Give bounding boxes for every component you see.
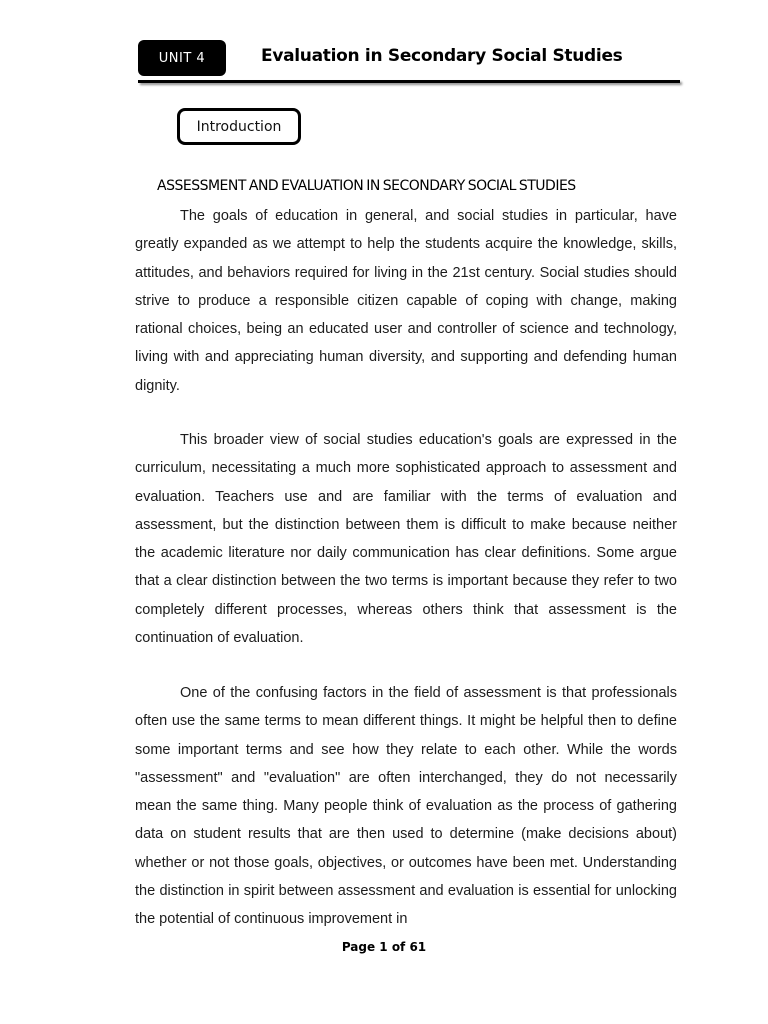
section-heading: ASSESSMENT AND EVALUATION IN SECONDARY SOCIAL STUDIES [157,178,576,194]
page-number: Page 1 of 61 [341,940,427,954]
introduction-label: Introduction [196,118,282,135]
paragraph-3: One of the confusing factors in the field of assessment is that professionals often use the same terms to mean different things. It might be helpful then to define some important terms and see how they relate to each other. While the words "assessment" and "evaluation" are often interchanged, they do not necessarily mean the same thing. Many people think of evaluation as the process of gathering data on student results that are then used to determine (make decisions about) whether or not those goals, objectives, or outcomes have been met. Understanding the distinction in spirit between assessment and evaluation is essential for unlocking the potential of continuous improvement in [135,685,677,928]
paragraph-1: The goals of education in general, and social studies in particular, have greatly expanded as we attempt to help the students acquire the knowledge, skills, attitudes, and behaviors required for living in the 21st century. Social studies should strive to produce a responsible citizen capable of coping with change, making rational choices, being an educated user and controller of science and technology, living with and appreciating human diversity, and supporting and defending human dignity. [135,208,677,394]
page-title: Evaluation in Secondary Social Studies [261,46,623,66]
unit-badge [138,40,226,76]
header-divider [138,80,680,83]
unit-label: UNIT 4 [158,50,206,66]
introduction-box [177,108,301,145]
paragraph-2: This broader view of social studies education's goals are expressed in the curriculum, necessitating a much more sophisticated approach to assessment and evaluation. Teachers use and are familiar with the terms of evaluation and assessment, but the distinction between them is difficult to make because neither the academic literature nor daily communication has clear definitions. Some argue that a clear distinction between the two terms is important because they refer to two completely different processes, whereas others think that assessment is the continuation of evaluation. [135,432,677,647]
